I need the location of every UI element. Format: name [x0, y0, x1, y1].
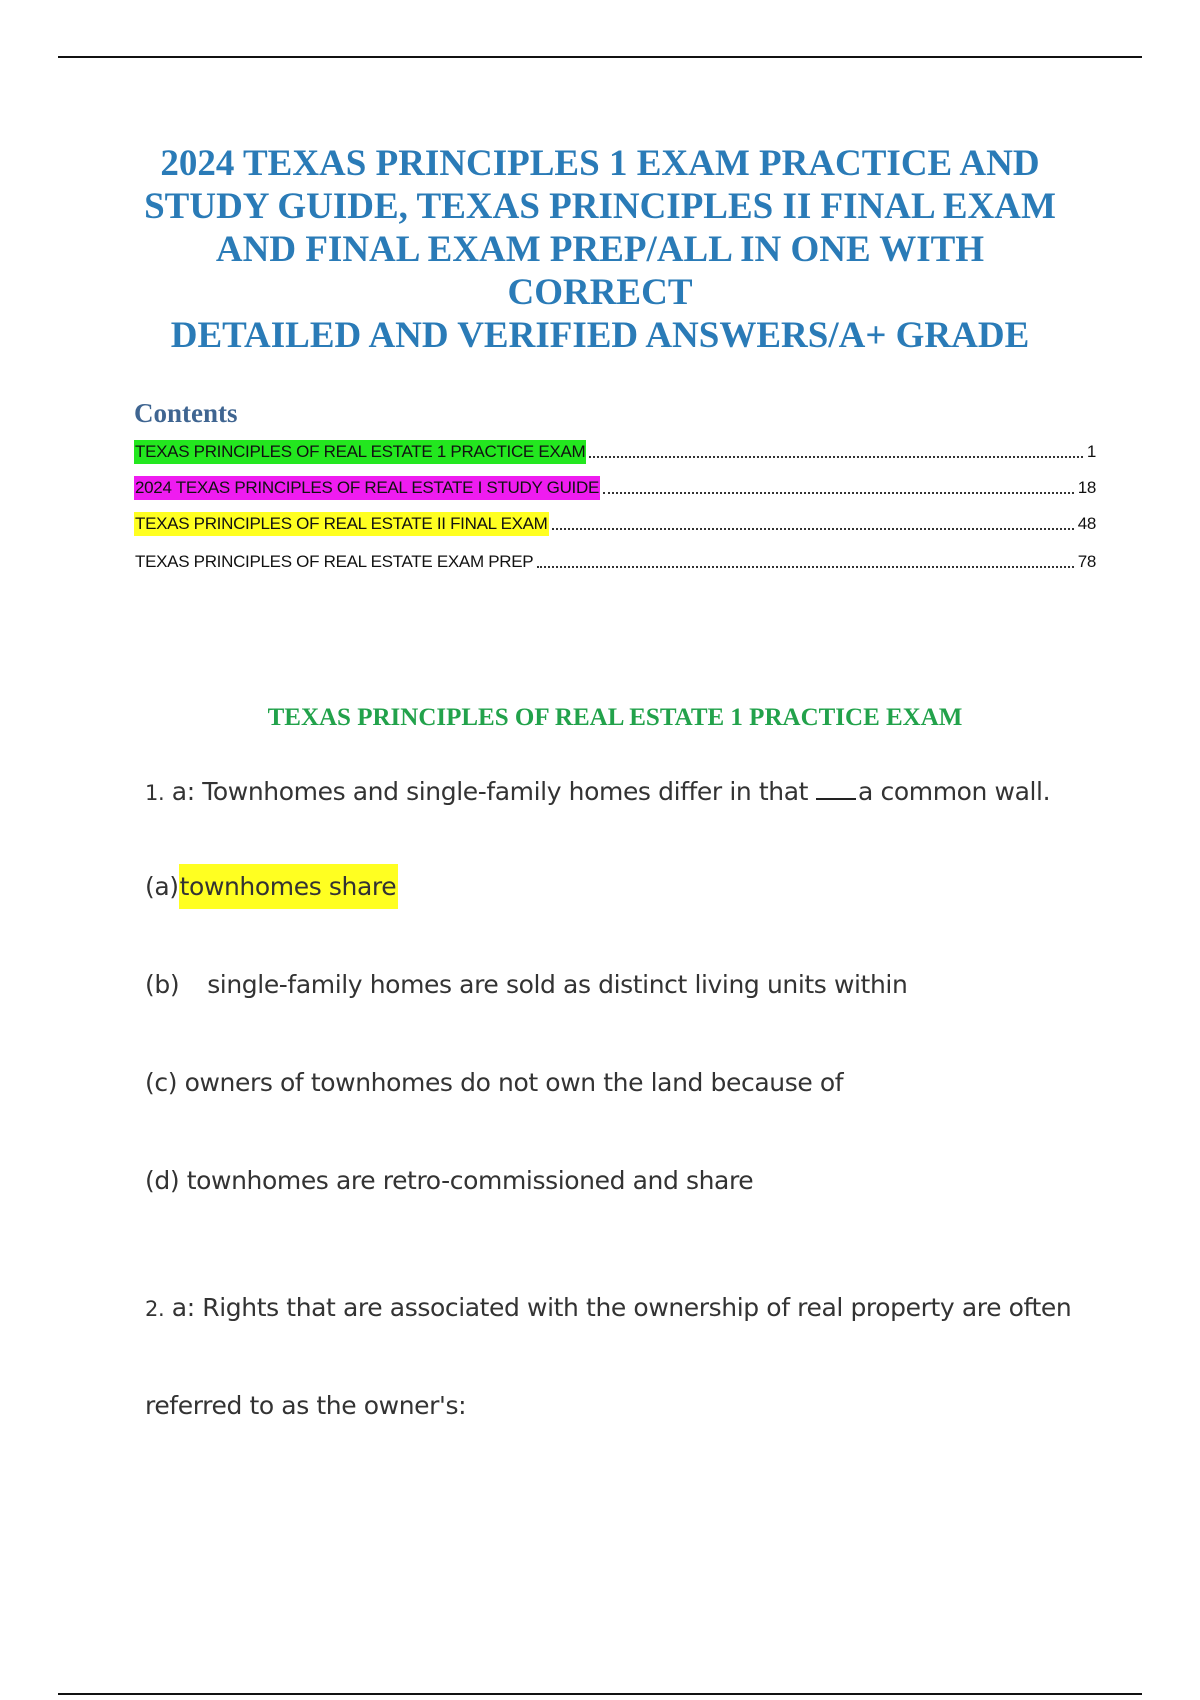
toc-entry-final-exam[interactable]: [134, 510, 1096, 536]
option-letter: (c): [145, 1068, 178, 1097]
question-1-stem: [145, 774, 1085, 806]
option-letter: (d): [145, 1166, 180, 1195]
toc-entry-practice-exam[interactable]: [134, 438, 1096, 464]
toc-heading: Contents: [134, 398, 238, 428]
question-text-continued: referred to as the owner's:: [145, 1391, 467, 1420]
toc-entry-label[interactable]: TEXAS PRINCIPLES OF REAL ESTATE EXAM PREP: [135, 552, 534, 571]
toc-entry-study-guide[interactable]: [134, 474, 1096, 500]
toc-entry-page[interactable]: 1: [1086, 442, 1096, 461]
option-c[interactable]: [145, 1068, 1085, 1097]
bottom-rule: [58, 1693, 1142, 1695]
toc-entry-page[interactable]: 48: [1077, 514, 1096, 533]
toc-entry-label[interactable]: TEXAS PRINCIPLES OF REAL ESTATE II FINAL EXAM: [134, 512, 549, 536]
top-rule: [58, 56, 1142, 58]
toc-leader-dots: [552, 528, 1074, 530]
toc-leader-dots: [603, 492, 1074, 494]
question-number: 2.: [145, 1297, 165, 1321]
option-b[interactable]: [145, 970, 1085, 999]
question-text: a: Rights that are associated with the ownership of real property are often: [171, 1293, 1072, 1322]
question-2-stem-continued: [145, 1391, 1085, 1420]
option-letter: (a): [145, 872, 179, 901]
title-line: AND FINAL EXAM PREP/ALL IN ONE WITH CORRECT: [215, 229, 985, 313]
answer-blank: [816, 774, 856, 800]
section-heading: TEXAS PRINCIPLES OF REAL ESTATE 1 PRACTICE EXAM: [267, 704, 963, 731]
toc-entry-exam-prep[interactable]: [134, 548, 1096, 574]
toc-entry-page[interactable]: 18: [1077, 478, 1096, 497]
toc-leader-dots: [537, 566, 1073, 568]
toc-leader-dots: [589, 456, 1082, 458]
option-text-highlighted: townhomes share: [179, 864, 399, 909]
title-line: DETAILED AND VERIFIED ANSWERS/A+ GRADE: [170, 315, 1030, 356]
option-text: single-family homes are sold as distinct living units within: [207, 970, 908, 999]
toc-entry-label[interactable]: 2024 TEXAS PRINCIPLES OF REAL ESTATE I STUDY GUIDE: [134, 476, 600, 500]
title-line: STUDY GUIDE, TEXAS PRINCIPLES II FINAL EXAM: [144, 186, 1056, 227]
question-text-continued: a common wall.: [858, 777, 1051, 806]
question-2-stem: [145, 1293, 1085, 1322]
toc-entry-label[interactable]: TEXAS PRINCIPLES OF REAL ESTATE 1 PRACTICE EXAM: [134, 440, 586, 464]
question-number: 1.: [145, 781, 165, 805]
option-text: townhomes are retro-commissioned and share: [186, 1166, 754, 1195]
document-title: [120, 142, 1080, 357]
option-d[interactable]: [145, 1166, 1085, 1195]
toc-entry-page[interactable]: 78: [1077, 552, 1096, 571]
option-a[interactable]: [145, 872, 1085, 901]
title-line: 2024 TEXAS PRINCIPLES 1 EXAM PRACTICE AND: [160, 143, 1040, 184]
option-letter: (b): [145, 970, 180, 999]
question-text: a: Townhomes and single-family homes differ in that: [171, 777, 809, 806]
option-text: owners of townhomes do not own the land because of: [184, 1068, 844, 1097]
